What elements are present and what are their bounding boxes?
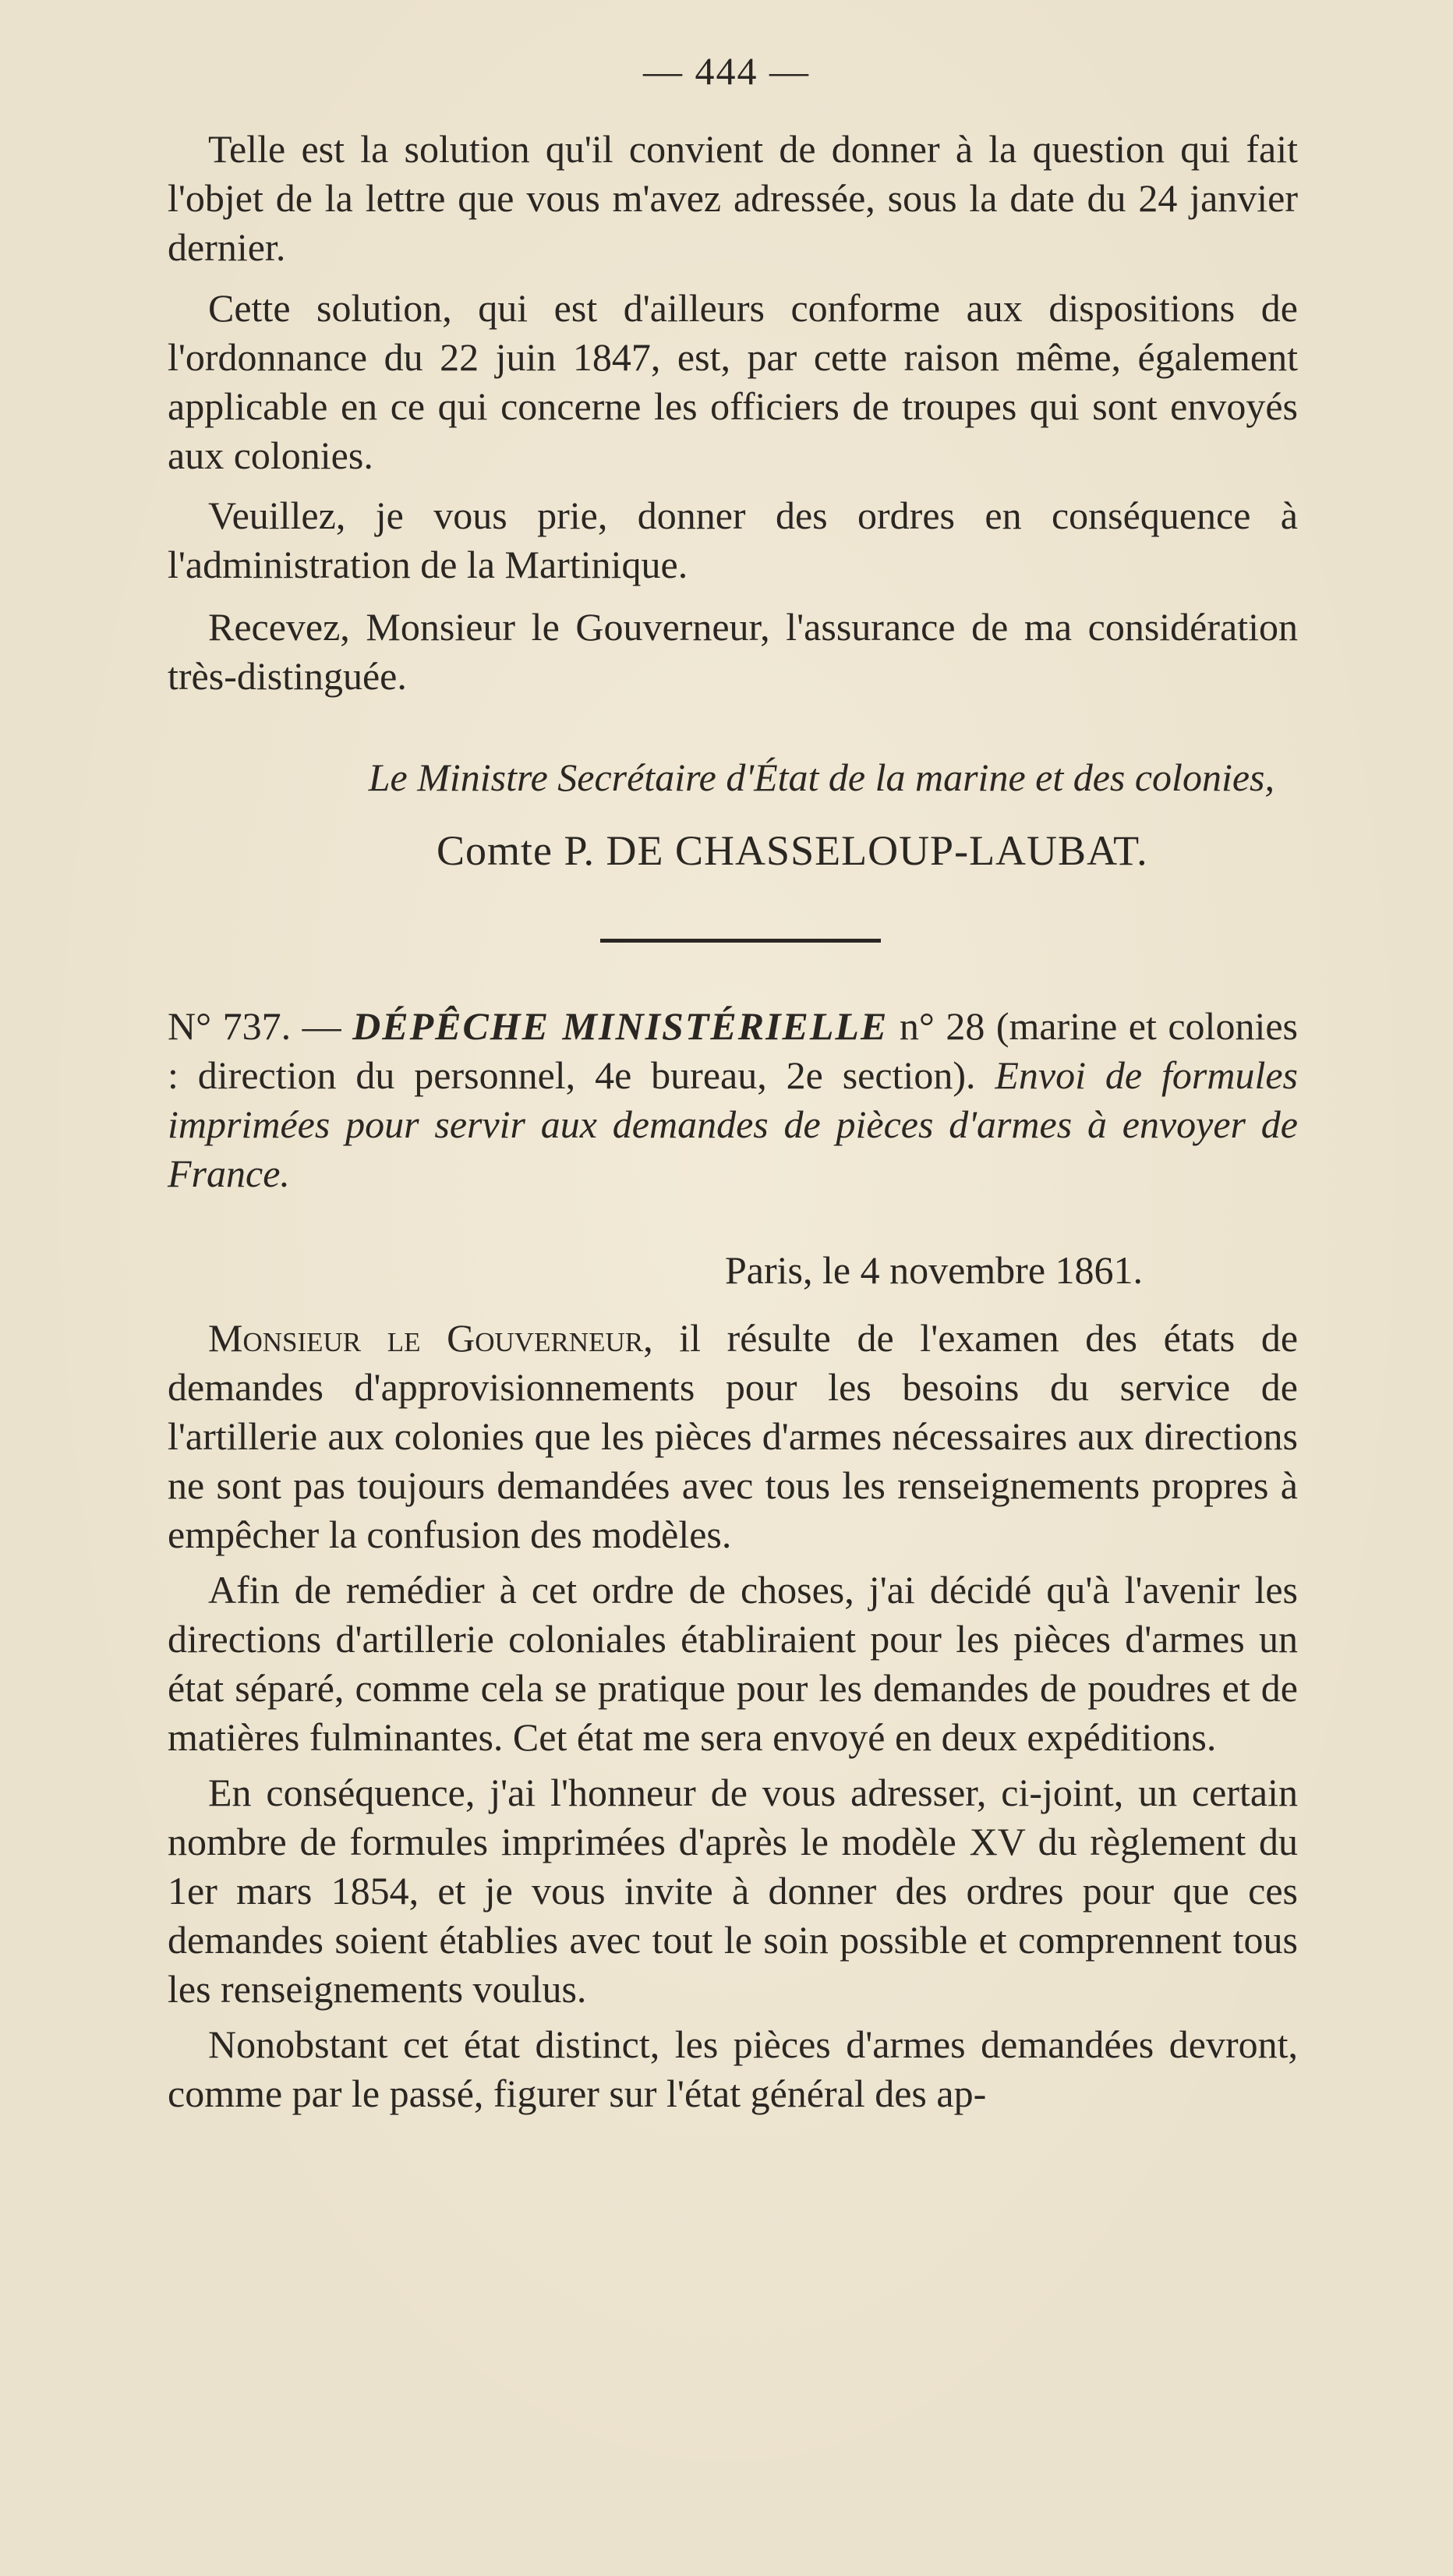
paragraph-veuillez	[168, 491, 1298, 589]
despatch-number: N° 737. —	[168, 1004, 341, 1048]
despatch-reference: n° 28 (marine et colonies : direction du personnel, 4e bureau, 2e section).	[168, 1004, 1298, 1097]
paragraph-solution	[168, 125, 1298, 272]
paragraph-ordonnance	[168, 284, 1298, 480]
paragraph-consequence: En conséquence, j'ai l'honneur de vous adresser, ci-joint, un certain nombre de formules imprimées d'après le modèle XV du règlement du 1er mars 1854, et je vous invite à donner des ordres pour que ces demandes soient établies avec tout le soin possible et comprennent tous les renseignements voulus.	[168, 1771, 1298, 2011]
despatch-heading	[168, 1002, 1298, 1198]
paragraph-remedier: Afin de remédier à cet ordre de choses, j'ai décidé qu'à l'avenir les directions d'artillerie coloniales établiraient pour les pièces d'armes un état séparé, comme cela se pratique pour les demandes de poudres et de matières fulminantes. Cet état me sera envoyé en deux expéditions.	[168, 1568, 1298, 1759]
paragraph-text: Cette solution, qui est d'ailleurs conforme aux dispositions de l'ordonnance du 22 juin 1847, est, par cette raison même, également applicable en ce qui concerne les officiers de troupes qui sont envoyés aux colonies.	[168, 286, 1298, 477]
page-number: — 444 —	[643, 49, 810, 93]
signature-title: Le Ministre Secrétaire d'État de la marine et des colonies,	[368, 755, 1274, 799]
despatch-subject: Envoi de formules imprimées pour servir aux demandes de pièces d'armes à envoyer de France.	[168, 1053, 1299, 1195]
paragraph-nonobstant: Nonobstant cet état distinct, les pièces d'armes demandées devront, comme par le passé, figurer sur l'état général des ap-	[168, 2022, 1298, 2115]
paragraph-examen	[168, 1314, 1298, 1559]
dateline: Paris, le 4 novembre 1861.	[725, 1248, 1144, 1292]
paragraph-text: il résulte de l'examen des états de demandes d'approvisionnements pour les besoins du service de l'artillerie aux colonies que les pièces d'armes nécessaires aux directions ne sont pas toujours demandées avec tous les renseignements propres à empêcher la confusion des modèles.	[168, 1316, 1299, 1556]
salutation: Monsieur le Gouverneur,	[208, 1316, 653, 1360]
paragraph-closing	[168, 603, 1298, 701]
paragraph-text: Recevez, Monsieur le Gouverneur, l'assurance de ma considération très-distinguée.	[168, 605, 1298, 698]
signature-name: Comte P. DE CHASSELOUP-LAUBAT.	[437, 827, 1148, 874]
paragraph-text: Telle est la solution qu'il convient de donner à la question qui fait l'objet de la lettre que vous m'avez adressée, sous la date du 24 janvier dernier.	[168, 127, 1298, 269]
section-divider	[600, 939, 881, 943]
paragraph-text: Veuillez, je vous prie, donner des ordres en conséquence à l'administration de la Martinique.	[168, 494, 1298, 586]
despatch-body	[168, 1314, 1298, 2125]
despatch-type: DÉPÊCHE MINISTÉRIELLE	[352, 1004, 889, 1048]
